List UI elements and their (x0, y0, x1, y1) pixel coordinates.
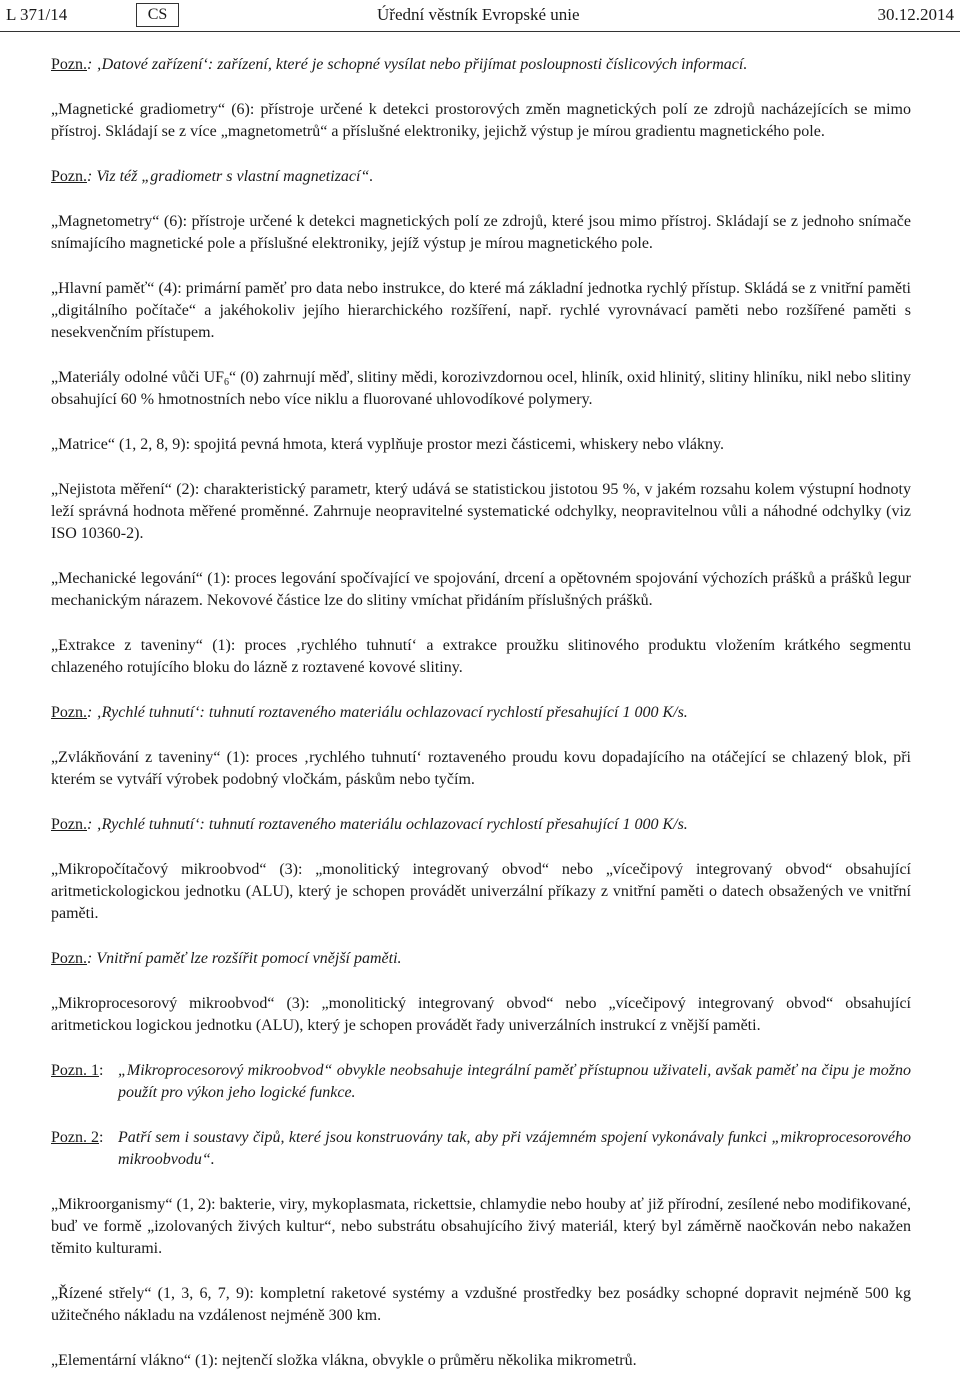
note-text: Patří sem i soustavy čipů, které jsou konstruovány tak, aby při vzájemném spojení vykonávaly funkci „mikroprocesorového mikroobvodu“. (118, 1129, 911, 1168)
definition-mikroprocesorovy-mikroobvod: „Mikroprocesorový mikroobvod“ (3): „monolitický integrovaný obvod“ nebo „vícečipový integrovaný obvod“ obsahující aritmetickou logickou jednotku (ALU), který je schopen provádět řady univerzálních instrukcí z vnější paměti. (51, 995, 911, 1034)
definition-extrakce-z-taveniny: „Extrakce z taveniny“ (1): proces ‚rychlého tuhnutí‘ a extrakce proužku slitinového produktu vložením krátkého segmentu chlazeného rotujícího bloku do lázně z roztavené kovové slitiny. (51, 637, 911, 676)
note-colon: : (99, 1062, 104, 1079)
definition-mechanicke-legovani: „Mechanické legování“ (1): proces legování spočívající ve spojování, drcení a opětovném spojování výchozích prášků a prášků legur mechanickým nárazem. Nekovové částice lze do slitiny vmíchat přidáním příslušných prášků. (51, 570, 911, 609)
note-label: Pozn. 2 (51, 1129, 99, 1146)
definition-nejistota-mereni: „Nejistota měření“ (2): charakteristický parametr, který udává se statistickou jistotou 95 %, v jakém rozsahu kolem výstupní hodnoty leží správná hodnota měřené proměnné. Zahrnuje neopravitelné systematické odchylky, neopravitelnou vůli a náhodné odchylky (viz ISO 10360-2). (51, 481, 911, 542)
header-rule (0, 31, 960, 32)
note-colon: : (99, 1129, 104, 1146)
note-text: : Viz též „gradiometr s vlastní magnetizací“. (87, 168, 374, 185)
note-text: „Mikroprocesorový mikroobvod“ obvykle neobsahuje integrální paměť přístupnou uživateli, avšak paměť na čipu je možno použít pro výkon jeho logické funkce. (118, 1062, 911, 1101)
definition-text-b: “ (0) zahrnují měď, slitiny mědi, korozivzdornou ocel, hliník, oxid hlinitý, slitiny hliníku, nikl nebo slitiny obsahující 60 % hmotnostních nebo více niklu a fluorované uhlovodíkové polymery. (51, 369, 911, 408)
note-label: Pozn. (51, 704, 87, 721)
note-text: : ‚Rychlé tuhnutí‘: tuhnutí roztaveného materiálu ochlazovací rychlostí přesahující 1 000 K/s. (87, 704, 688, 721)
note-2 (51, 1127, 911, 1171)
subscript: 6 (224, 377, 230, 388)
note-label: Pozn. (51, 950, 87, 967)
note-datove-zarizeni (51, 54, 911, 76)
note-label: Pozn. (51, 168, 87, 185)
definition-mikroorganismy: „Mikroorganismy“ (1, 2): bakterie, viry, mykoplasmata, rickettsie, chlamydie nebo houby ať již přírodní, zesílené nebo modifikované, buď ve formě „izolovaných živých kultur“, nebo substrátu obsahujícího živý materiál, který byl záměrně naočkován nebo nakažen těmito kulturami. (51, 1196, 911, 1257)
note-text: : Vnitřní paměť lze rozšířit pomocí vnější paměti. (87, 950, 402, 967)
definition-magnetometry: „Magnetometry“ (6): přístroje určené k detekci magnetických polí ze zdrojů, které jsou mimo přístroj. Skládají se z jednoho snímače snímajícího magnetické pole a příslušné elektroniky, jejíž výstup je mírou magnetického pole. (51, 213, 911, 252)
page-header (0, 0, 960, 32)
note-rychle-tuhnuti-2 (51, 814, 911, 836)
definition-text-a: „Materiály odolné vůči UF (51, 369, 225, 386)
definition-rizene-strely: „Řízené střely“ (1, 3, 6, 7, 9): kompletní raketové systémy a vzdušné prostředky bez posádky schopné dopravit nejméně 500 kg užitečného nákladu na vzdálenost nejméně 300 km. (51, 1285, 911, 1324)
note-1 (51, 1060, 911, 1104)
publication-date: 30.12.2014 (877, 5, 954, 24)
definition-zvláknovani: „Zvlákňování z taveniny“ (1): proces ‚rychlého tuhnutí‘ roztaveného proudu kovu dopadajícího na otáčející se chlazený blok, při kterém se vytváří výrobek podobný vločkám, páskům nebo tyčím. (51, 749, 911, 788)
definition-materialy-odolne (51, 367, 911, 411)
definition-magneticke-gradiometry: „Magnetické gradiometry“ (6): přístroje určené k detekci prostorových změn magnetických polí ze zdrojů nacházejících se mimo přístroj. Skládají se z více „magnetometrů“ a příslušné elektroniky, jejichž výstup je mírou gradientu magnetického pole. (51, 101, 911, 140)
definition-hlavni-pamet: „Hlavní paměť“ (4): primární paměť pro data nebo instrukce, do které má základní jednotka rychlý přístup. Skládá se z vnitřní paměti „digitálního počítače“ a jakéhokoliv jejího hierarchického rozšíření, např. rychlé vyrovnávací paměti nebo rozšířené paměti s nesekvenčním přístupem. (51, 280, 911, 341)
page-number: L 371/14 (6, 5, 68, 24)
note-label: Pozn. (51, 816, 87, 833)
note-label: Pozn. (51, 56, 87, 73)
language-code: CS (136, 3, 179, 27)
note-text: : ‚Rychlé tuhnutí‘: tuhnutí roztaveného materiálu ochlazovací rychlostí přesahující 1 000 K/s. (87, 816, 688, 833)
journal-title: Úřední věstník Evropské unie (377, 5, 580, 24)
note-vnitrni-pamet (51, 948, 911, 970)
definition-mikropocitacovy-mikroobvod: „Mikropočítačový mikroobvod“ (3): „monolitický integrovaný obvod“ nebo „vícečipový integrovaný obvod“ obsahující aritmetickologickou jednotku (ALU), který je schopen provádět univerzální příkazy z vnitřní paměti o datech obsažených ve vnitřní paměti. (51, 861, 911, 922)
note-gradiometr (51, 166, 911, 188)
document-body (51, 54, 911, 1395)
note-label: Pozn. 1 (51, 1062, 99, 1079)
note-rychle-tuhnuti (51, 702, 911, 724)
definition-elementarni-vlakno: „Elementární vlákno“ (1): nejtenčí složka vlákna, obvykle o průměru několika mikrometrů. (51, 1352, 637, 1369)
definition-matrice: „Matrice“ (1, 2, 8, 9): spojitá pevná hmota, která vyplňuje prostor mezi částicemi, whiskery nebo vlákny. (51, 436, 724, 453)
note-text: : ‚Datové zařízení‘: zařízení, které je schopné vysílat nebo přijímat posloupnosti číslicových informací. (87, 56, 748, 73)
